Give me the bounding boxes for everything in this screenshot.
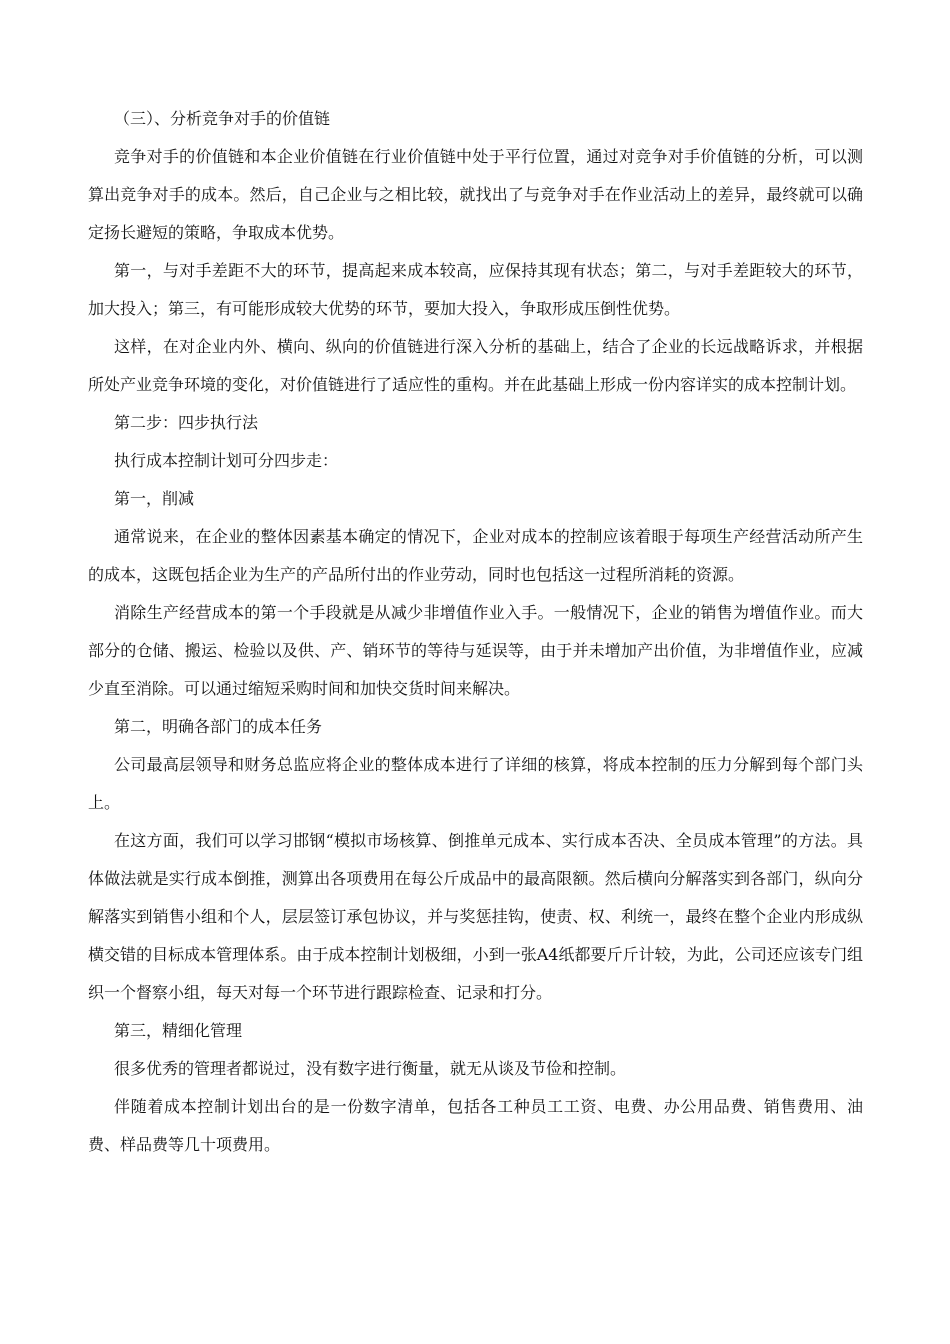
paragraph: 公司最高层领导和财务总监应将企业的整体成本进行了详细的核算，将成本控制的压力分解到每个部门头上。 (88, 755, 863, 812)
paragraph: 伴随着成本控制计划出台的是一份数字清单，包括各工种员工工资、电费、办公用品费、销售费用、油费、样品费等几十项费用。 (88, 1097, 863, 1154)
subsection-heading: 第一，削减 (114, 489, 195, 508)
paragraph: 通常说来，在企业的整体因素基本确定的情况下，企业对成本的控制应该着眼于每项生产经营活动所产生的成本，这既包括企业为生产的产品所付出的作业劳动，同时也包括这一过程所消耗的资源。 (88, 527, 863, 584)
paragraph: 在这方面，我们可以学习邯钢“模拟市场核算、倒推单元成本、实行成本否决、全员成本管理”的方法。具体做法就是实行成本倒推，测算出各项费用在每公斤成品中的最高限额。然后横向分解落实到各部门，纵向分解落实到销售小组和个人，层层签订承包协议，并与奖惩挂钩，使责、权、利统一，最终在整个企业内形成纵横交错的目标成本管理体系。由于成本控制计划极细，小到一张A4纸都要斤斤计较，为此，公司还应该专门组织一个督察小组，每天对每一个环节进行跟踪检查、记录和打分。 (88, 831, 863, 1002)
paragraph: 竞争对手的价值链和本企业价值链在行业价值链中处于平行位置，通过对竞争对手价值链的分析，可以测算出竞争对手的成本。然后，自己企业与之相比较，就找出了与竞争对手在作业活动上的差异，最终就可以确定扬长避短的策略，争取成本优势。 (88, 147, 863, 242)
subsection-heading: 第二，明确各部门的成本任务 (114, 717, 323, 736)
subsection-heading: 第三，精细化管理 (114, 1021, 243, 1040)
paragraph: 这样，在对企业内外、横向、纵向的价值链进行深入分析的基础上，结合了企业的长远战略诉求，并根据所处产业竞争环境的变化，对价值链进行了适应性的重构。并在此基础上形成一份内容详实的成本控制计划。 (88, 337, 863, 394)
paragraph: 消除生产经营成本的第一个手段就是从减少非增值作业入手。一般情况下，企业的销售为增值作业。而大部分的仓储、搬运、检验以及供、产、销环节的等待与延误等，由于并未增加产出价值，为非增值作业，应减少直至消除。可以通过缩短采购时间和加快交货时间来解决。 (88, 603, 863, 698)
document-page (88, 100, 863, 1164)
paragraph: 第一，与对手差距不大的环节，提高起来成本较高，应保持其现有状态；第二，与对手差距较大的环节，加大投入；第三，有可能形成较大优势的环节，要加大投入，争取形成压倒性优势。 (88, 261, 863, 318)
section-heading: （三）、分析竞争对手的价值链 (114, 109, 331, 128)
intro-line: 执行成本控制计划可分四步走： (114, 451, 339, 470)
paragraph: 很多优秀的管理者都说过，没有数字进行衡量，就无从谈及节俭和控制。 (114, 1059, 627, 1078)
step-heading: 第二步：四步执行法 (114, 413, 259, 432)
